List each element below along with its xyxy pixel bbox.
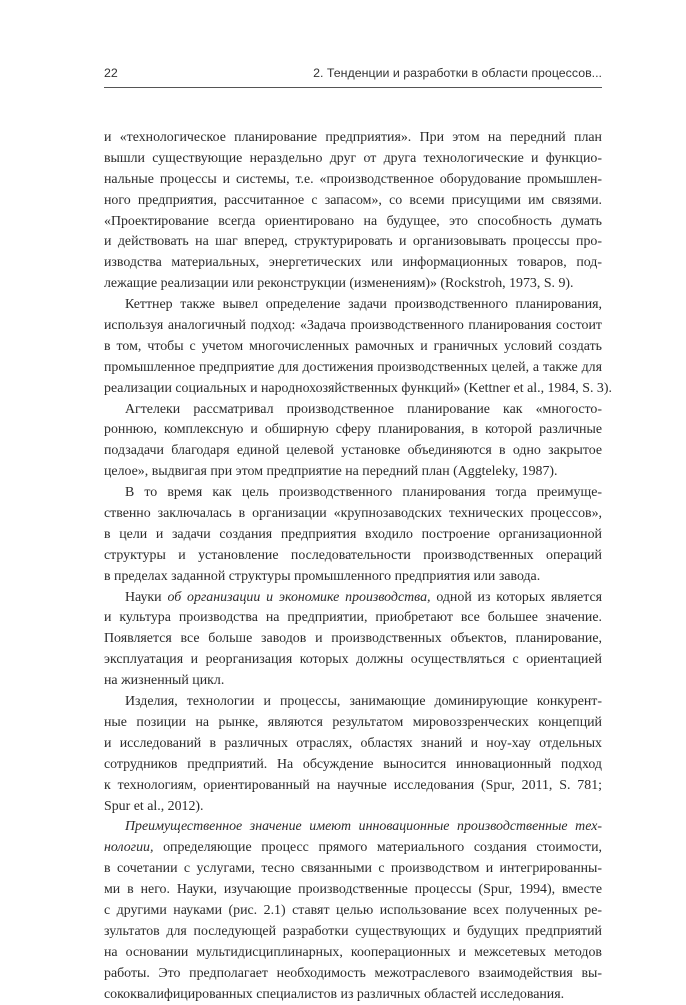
text-segment: нальные процессы и системы, т.е. «производственное оборудование промышлен-	[104, 171, 602, 187]
text-segment: одной из которых является	[430, 589, 602, 605]
text-line	[104, 964, 602, 985]
text-line	[104, 838, 602, 859]
text-line	[104, 191, 602, 212]
text-segment: вышли существующие нераздельно друг от друга технологические и функцио-	[104, 150, 602, 166]
text-segment: реализации социальных и народнохозяйственных функций» (Kettner et al., 1984, S. 3).	[104, 380, 612, 396]
text-segment: в цели и задачи создания предприятия входило построение организационной	[104, 526, 602, 542]
text-segment: используя аналогичный подход: «Задача производственного планирования состоит	[104, 318, 602, 334]
text-line	[104, 420, 602, 441]
text-segment: Появляется все больше заводов и производственных объектов, планирование,	[104, 631, 602, 647]
text-line	[104, 358, 602, 379]
text-segment: в пределах заданной структуры промышленного предприятия или завода.	[104, 568, 541, 584]
text-line	[104, 608, 602, 629]
text-line	[104, 379, 612, 400]
text-line	[104, 692, 602, 713]
text-segment: сококвалифицированных специалистов из различных областей исследования.	[104, 986, 565, 1002]
running-title: 2. Тенденции и разработки в области процессов...	[313, 66, 602, 80]
text-line	[104, 274, 602, 295]
text-segment: лежащие реализации или реконструкции (изменениям)» (Rockstroh, 1973, S. 9).	[104, 276, 574, 292]
text-segment: подзадачи благодаря единой целевой установке объединяются в одно закрытое	[104, 443, 602, 459]
text-segment: ного предприятия, рассчитанное с запасом», со всеми присущими им связями.	[104, 192, 602, 208]
text-line	[104, 880, 602, 901]
text-line	[104, 671, 602, 692]
text-segment: Науки	[125, 589, 168, 605]
text-segment: структуры и установление последовательности производственных операций	[104, 547, 602, 563]
text-segment: целое», выдвигая при этом предприятие на передний план (Aggteleky, 1987).	[104, 464, 558, 480]
text-line	[104, 650, 602, 671]
text-line	[104, 546, 602, 567]
text-segment: и «технологическое планирование предприятия». При этом на передний план	[104, 130, 602, 145]
text-segment: и исследований в различных отраслях, областях знаний и ноу-хау отдельных	[104, 735, 602, 751]
italic-text: Преимущественное значение имеют инновационные производственные тех-	[125, 819, 602, 835]
text-segment: к технологиям, ориентированный на научные исследования (Spur, 2011, S. 781;	[104, 777, 602, 793]
paragraph	[104, 817, 602, 1005]
text-line	[104, 797, 602, 818]
text-segment: на жизненный цикл.	[104, 673, 225, 689]
text-segment: работы. Это предполагает необходимость межотраслевого взаимодействия вы-	[104, 965, 602, 981]
text-line	[104, 232, 602, 253]
text-segment: ми в него. Науки, изучающие производственные процессы (Spur, 1994), вместе	[104, 882, 602, 898]
text-line	[104, 922, 602, 943]
text-line	[104, 567, 602, 588]
text-line	[104, 901, 602, 922]
text-line	[104, 149, 602, 170]
paragraph	[104, 128, 602, 295]
text-line	[104, 316, 602, 337]
header-rule	[104, 87, 602, 88]
text-segment: промышленное предприятие для достижения производственных целей, а также для	[104, 359, 602, 375]
running-header	[104, 66, 602, 80]
text-segment: определяющие процесс прямого материального создания стоимости,	[153, 840, 602, 856]
text-segment: и культура производства на предприятии, приобретают все большее значение.	[104, 610, 602, 626]
text-segment: и действовать на шаг вперед, структурировать и организовывать процессы про-	[104, 234, 602, 250]
text-line	[104, 817, 602, 838]
text-line	[104, 985, 602, 1005]
text-line	[104, 525, 602, 546]
text-line	[104, 713, 602, 734]
text-segment: Агтелеки рассматривал производственное планирование как «многосто-	[125, 401, 602, 417]
text-segment: с другими науками (рис. 2.1) ставят целью использование всех полученных ре-	[104, 902, 602, 918]
text-line	[104, 588, 602, 609]
text-line	[104, 295, 602, 316]
text-line	[104, 212, 602, 233]
text-segment: роннюю, комплексную и обширную сферу планирования, в которой различные	[104, 422, 602, 438]
text-segment: Spur et al., 2012).	[104, 798, 204, 814]
text-line	[104, 776, 602, 797]
text-line	[104, 462, 602, 483]
text-segment: Кеттнер также вывел определение задачи производственного планирования,	[125, 297, 602, 313]
text-line	[104, 128, 602, 149]
paragraph	[104, 400, 602, 484]
text-line	[104, 337, 602, 358]
italic-text: нологии,	[104, 840, 154, 856]
text-segment: на основании мультидисциплинарных, кооперационных и межсетевых методов	[104, 944, 602, 960]
italic-text: об организации и экономике производства,	[167, 589, 431, 605]
text-line	[104, 629, 602, 650]
body-text	[104, 128, 612, 1005]
text-segment: «Проектирование всегда ориентировано на будущее, это способность думать	[104, 213, 602, 229]
text-line	[104, 170, 602, 191]
text-line	[104, 943, 602, 964]
text-line	[104, 253, 602, 274]
text-line	[104, 734, 602, 755]
paragraph	[104, 483, 602, 587]
text-line	[104, 400, 602, 421]
text-line	[104, 859, 602, 880]
paragraph	[104, 692, 602, 817]
text-line	[104, 441, 602, 462]
text-segment: эксплуатация и реорганизация которых должны осуществляться с ориентацией	[104, 652, 602, 668]
paragraph	[104, 295, 612, 399]
text-line	[104, 504, 602, 525]
page-number: 22	[104, 66, 118, 80]
text-segment: ственно заключалась в организации «крупнозаводских технических процессов»,	[104, 506, 602, 522]
text-segment: В то время как цель производственного планирования тогда преимуще-	[125, 485, 602, 501]
text-segment: Изделия, технологии и процессы, занимающие доминирующие конкурент-	[125, 694, 602, 710]
paragraph	[104, 588, 602, 692]
text-segment: изводства материальных, энергетических или информационных товаров, под-	[104, 255, 602, 271]
text-segment: в том, чтобы с учетом многочисленных рамочных и граничных условий создать	[104, 338, 602, 354]
text-segment: в сочетании с услугами, тесно связанными с производством и интегрированны-	[104, 861, 602, 877]
text-line	[104, 483, 602, 504]
text-segment: зультатов для последующей разработки существующих и будущих предприятий	[104, 923, 602, 939]
text-segment: сотрудников предприятий. На обсуждение выносится инновационный подход	[104, 756, 602, 772]
text-line	[104, 755, 602, 776]
text-segment: ные позиции на рынке, являются результатом мировоззренческих концепций	[104, 714, 602, 730]
